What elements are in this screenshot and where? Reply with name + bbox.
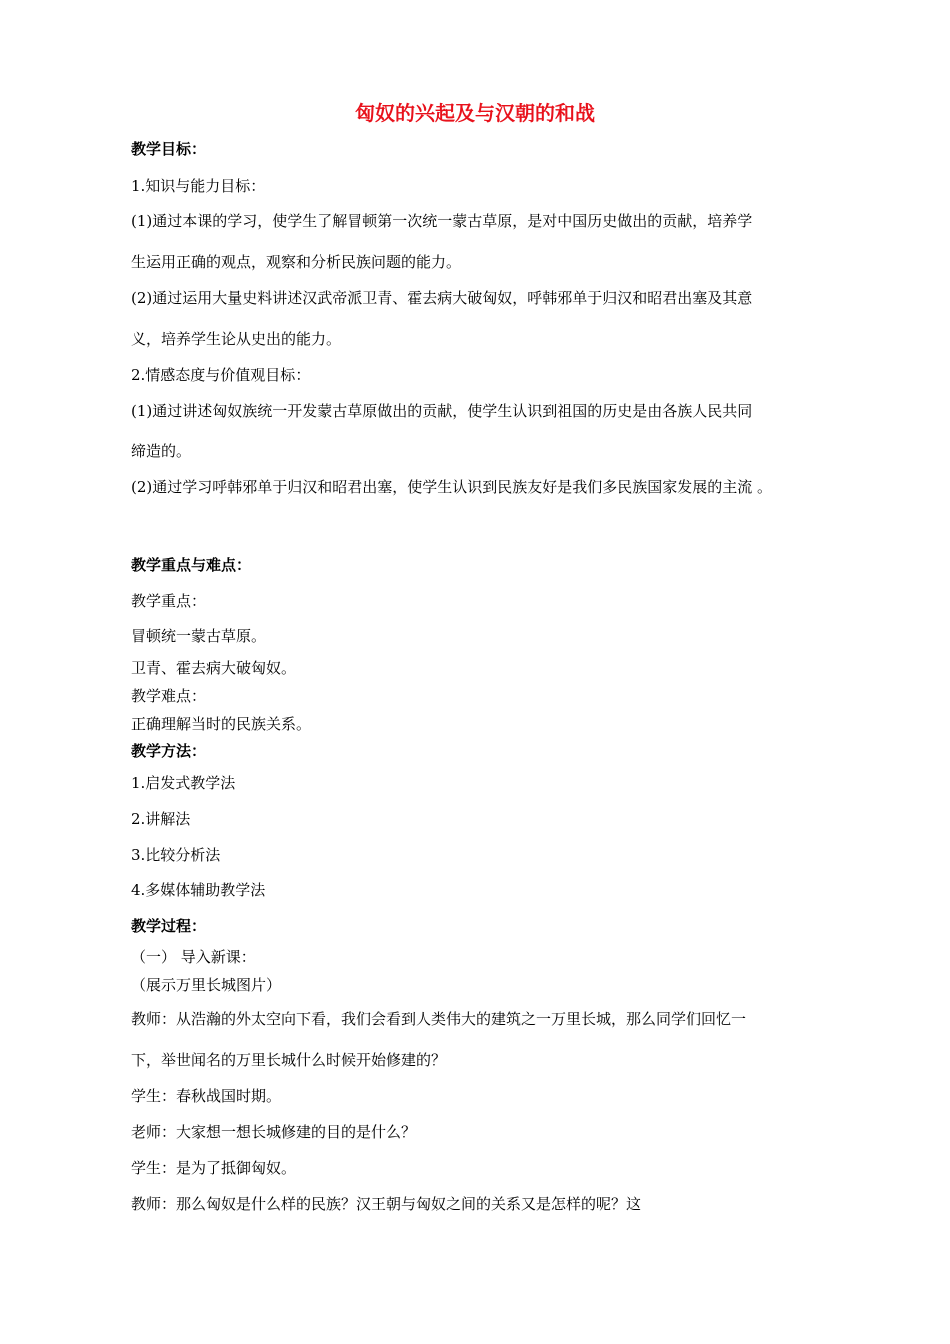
paragraph-line: (2)通过学习呼韩邪单于归汉和昭君出塞，使学生认识到民族友好是我们多民族国家发展的主流 。 bbox=[131, 478, 773, 496]
paragraph-line: (1)通过本课的学习，使学生了解冒顿第一次统一蒙古草原，是对中国历史做出的贡献，培养学 bbox=[131, 212, 753, 230]
section-heading-objectives: 教学目标： bbox=[131, 140, 207, 158]
paragraph-line: 学生：春秋战国时期。 bbox=[131, 1087, 282, 1105]
list-item: 1.启发式教学法 bbox=[131, 774, 236, 792]
paragraph-line: 义，培养学生论从史出的能力。 bbox=[131, 330, 342, 348]
document-title: 匈奴的兴起及与汉朝的和战 bbox=[355, 101, 595, 125]
list-item: 3.比较分析法 bbox=[131, 846, 221, 864]
paragraph-line: 缔造的。 bbox=[131, 442, 192, 460]
paragraph-line: 冒顿统一蒙古草原。 bbox=[131, 627, 267, 645]
paragraph-line: (1)通过讲述匈奴族统一开发蒙古草原做出的贡献，使学生认识到祖国的历史是由各族人民共同 bbox=[131, 402, 753, 420]
section-heading-process: 教学过程： bbox=[131, 917, 207, 935]
section-heading-key-points: 教学重点与难点： bbox=[131, 556, 252, 574]
paragraph-line: 学生：是为了抵御匈奴。 bbox=[131, 1159, 297, 1177]
paragraph-line: 教学难点： bbox=[131, 687, 207, 705]
list-item: 4.多媒体辅助教学法 bbox=[131, 881, 266, 899]
paragraph-line: （一） 导入新课： bbox=[131, 948, 256, 966]
paragraph-line: 1.知识与能力目标： bbox=[131, 177, 266, 195]
paragraph-line: 下，举世闻名的万里长城什么时候开始修建的？ bbox=[131, 1051, 447, 1069]
paragraph-line: 2.情感态度与价值观目标： bbox=[131, 366, 311, 384]
list-item: 2.讲解法 bbox=[131, 810, 191, 828]
paragraph-line: 老师：大家想一想长城修建的目的是什么？ bbox=[131, 1123, 417, 1141]
paragraph-line: 教学重点： bbox=[131, 592, 207, 610]
paragraph-line: 教师：从浩瀚的外太空向下看，我们会看到人类伟大的建筑之一万里长城，那么同学们回忆一 bbox=[131, 1010, 747, 1028]
paragraph-line: （展示万里长城图片） bbox=[131, 976, 282, 994]
paragraph-line: 正确理解当时的民族关系。 bbox=[131, 715, 312, 733]
paragraph-line: 生运用正确的观点，观察和分析民族问题的能力。 bbox=[131, 253, 462, 271]
paragraph-line: 卫青、霍去病大破匈奴。 bbox=[131, 659, 297, 677]
paragraph-line: (2)通过运用大量史料讲述汉武帝派卫青、霍去病大破匈奴，呼韩邪单于归汉和昭君出塞及其意 bbox=[131, 289, 753, 307]
section-heading-methods: 教学方法： bbox=[131, 742, 207, 760]
paragraph-line: 教师：那么匈奴是什么样的民族？汉王朝与匈奴之间的关系又是怎样的呢？这 bbox=[131, 1195, 642, 1213]
